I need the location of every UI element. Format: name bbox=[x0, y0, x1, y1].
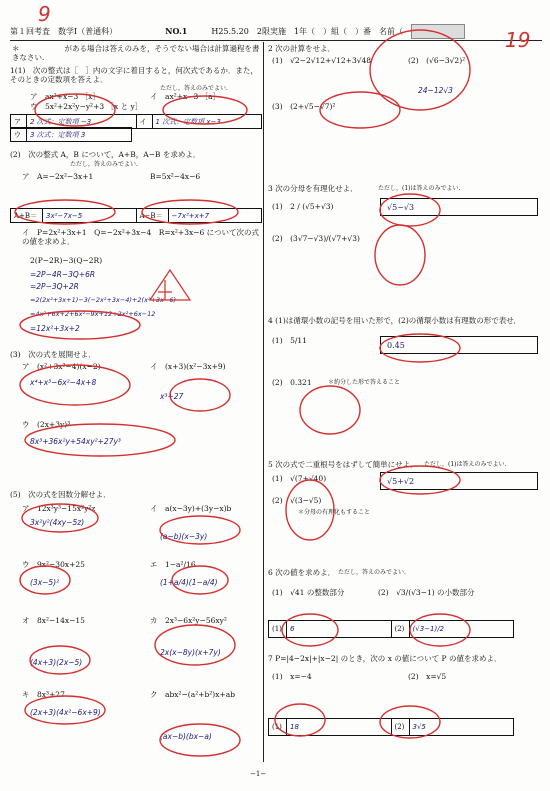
r-q3-1-answer: √5−√3 bbox=[380, 198, 538, 216]
exam-period: 2限実施 bbox=[256, 26, 286, 36]
score-top-right: 19 bbox=[505, 28, 531, 52]
r-q5-text: 5 次の式で二重根号をはずして簡単にせよ． bbox=[268, 460, 418, 469]
class-label: ）組（ bbox=[323, 26, 348, 36]
q1-text: 1(1) 次の整式は［ ］内の文字に着目すると，何次式であるか．また，そのときの定数項を答えよ． bbox=[10, 66, 258, 84]
q3-a: ア (x²+3x²−4)(x−2) bbox=[22, 362, 101, 371]
q3-i: イ (x+3)(x²−3x+9) bbox=[150, 362, 226, 371]
q3-text: (3) 次の式を展開せよ． bbox=[10, 350, 96, 359]
r-q4-text: 4 (1)は循環小数の記号を用いた形で，(2)の循環小数は有理数の形で表せ． bbox=[268, 316, 522, 325]
name-label: 名前（ bbox=[379, 26, 404, 36]
instruction: ＊ がある場合は答えのみを，そうでない場合は計算過程を書きなさい. bbox=[12, 44, 260, 62]
r-q7-answer-row: (1) 18 (2) 3√5 bbox=[268, 718, 514, 736]
name-field bbox=[411, 24, 465, 39]
grade-label: 1年（ bbox=[293, 26, 316, 36]
q1-u: ウ 5x²+2x²y−y²+3 ［x と y］ bbox=[30, 102, 143, 111]
q2-a: ア A=−2x²−3x+1 bbox=[22, 172, 94, 181]
q2-text: (2) 次の整式 A，B について，A+B，A−B を求めよ． bbox=[10, 150, 201, 159]
r-q6-text: 6 次の値を求めよ． bbox=[268, 568, 336, 577]
exam-header bbox=[10, 22, 542, 41]
q1-answer-row-1: ア 2 次式：定数項 −3 イ 1 次式：定数項 x−3 bbox=[10, 114, 262, 129]
q1-answer-row-2: ウ 3 次式：定数項 3 bbox=[10, 127, 132, 142]
r-q4-1-answer: 0.45 bbox=[380, 336, 538, 354]
r-q7-text: 7 P=|4−2x|+|x−2| のとき，次の x の値について P の値を求めよ． bbox=[268, 654, 502, 663]
q2-note: ただし，答えのみでよい. bbox=[70, 161, 138, 168]
q2-i-expr: 2(P−2R)−3(Q−2R) bbox=[30, 256, 103, 265]
column-divider bbox=[263, 42, 264, 762]
q1-note: ただし，答えのみでよい. bbox=[160, 85, 228, 92]
r-q3-text: 3 次の分母を有理化せよ． bbox=[268, 184, 358, 193]
q2-answer-row: A+B＝ 3x²−7x−5 A−B＝ −7x²+x+7 bbox=[10, 208, 262, 223]
exam-no: NO.1 bbox=[165, 26, 188, 36]
q1-i: イ ax²+x−3 ［a］ bbox=[150, 92, 221, 101]
score-top-left: 9 bbox=[38, 2, 51, 26]
right-column: 2 次の計算をせよ． (1) √2−2√12+√12+3√48 (2) (√6−3√2)² 24−12√3 (3) (2+√5−√7)² 3 次の分母を有理化せよ． ただし，(1)は答えのみでよい. (1) 2 / (√5+√3) √5−√3 (2) (3√7−√3)/(√7+√3) 4 (1)は循環小数の記号を用いた形で，(2)の循環小数は有理数の形で表せ． (1) 5/11 0.45 (2) 0.321 ＊約分した形で答えること 5 次の式で二重根号をはずして簡単にせよ． ただし，(1)は答えのみでよい. (1) √(7+√40) √5+√2 (2) √(3−√5) ＊分母の有理化もすること 6 次の値を求めよ． ただし，答えのみでよい. (1) √41 の整数部分 (2) √3/(√3−1) の小数部分 (1) 6 (2) (√3−1)/2 7 P=|4−2x|+|x−2| のとき，次の x の値について P の値を求めよ． (1) x=−4 (2) x=√5 (1) 18 (2) 3√5 bbox=[268, 42, 542, 761]
left-column: ＊ がある場合は答えのみを，そうでない場合は計算過程を書きなさい. 1(1) 次の整式は［ ］内の文字に着目すると，何次式であるか．また，そのときの定数項を答えよ． ただし，答えのみでよい. ア ax²+x−3 ［x］ イ ax²+x−3 ［a］ ウ 5x²+2x²y−y²+3 ［x と y］ ア 2 次式：定数項 −3 イ 1 次式：定数項 x−3 ウ 3 次式：定数項 3 (2) 次の整式 A，B について，A+B，A−B を求めよ． ただし，答えのみでよい. ア A=−2x²−3x+1 B=5x²−4x−6 A+B＝ 3x²−7x−5 A−B＝ −7x²+x+7 イ P=2x²+3x+1 Q=−2x²+3x−4 R=x²+3x−6 について次の式の値を求めよ． 2(P−2R)−3(Q−2R) =2P−4R−3Q+6R =2P−3Q+2R =2(2x²+3x+1)−3(−2x²+3x−4)+2(x²+3x−6) =4x²+6x+2+6x²−9x+12+2x²+6x−12 =12x²+3x+2 (3) 次の式を展開せよ． ア (x²+3x²−4)(x−2) イ (x+3)(x²−3x+9) x⁴+x³−6x²−4x+8 x³+27 ウ (2x+3y)³ 8x³+36x²y+54xy²+27y³ (5) 次の式を因数分解せよ． ア 12x³y³−15x²y²z イ a(x−3y)+(3y−x)b 3x²y²(4xy−5z) (a−b)(x−3y) ウ 9x²−30x+25 エ 1−a²/16 (3x−5)² (1+a/4)(1−a/4) オ 8x²−14x−15 カ 2x³−6x²y−56xy² (4x+3)(2x−5) 2x(x−8y)(x+7y) キ 8x³+27 ク abx²−(a²+b²)x+ab (2x+3)(4x²−6x+9) (ax−b)(bx−a) bbox=[10, 42, 262, 761]
number-label: ）番 bbox=[355, 26, 372, 36]
exam-title: 第１回考査 数学Ⅰ（普通科） bbox=[10, 26, 118, 36]
r-q2-text: 2 次の計算をせよ． bbox=[268, 44, 336, 53]
r-q6-answer-row: (1) 6 (2) (√3−1)/2 bbox=[268, 620, 514, 638]
q2-i: イ P=2x²+3x+1 Q=−2x²+3x−4 R=x²+3x−6 について次の式の値を求めよ． bbox=[22, 228, 259, 246]
q3-u: ウ (2x+3y)³ bbox=[22, 420, 71, 429]
r-q5-1-answer: √5+√2 bbox=[380, 472, 538, 490]
page-footer: −1− bbox=[250, 770, 267, 778]
q1-a: ア ax²+x−3 ［x］ bbox=[30, 92, 100, 101]
exam-date: H25.5.20 bbox=[211, 26, 249, 36]
q2-b: B=5x²−4x−6 bbox=[150, 172, 201, 181]
q5-text: (5) 次の式を因数分解せよ． bbox=[10, 490, 111, 499]
